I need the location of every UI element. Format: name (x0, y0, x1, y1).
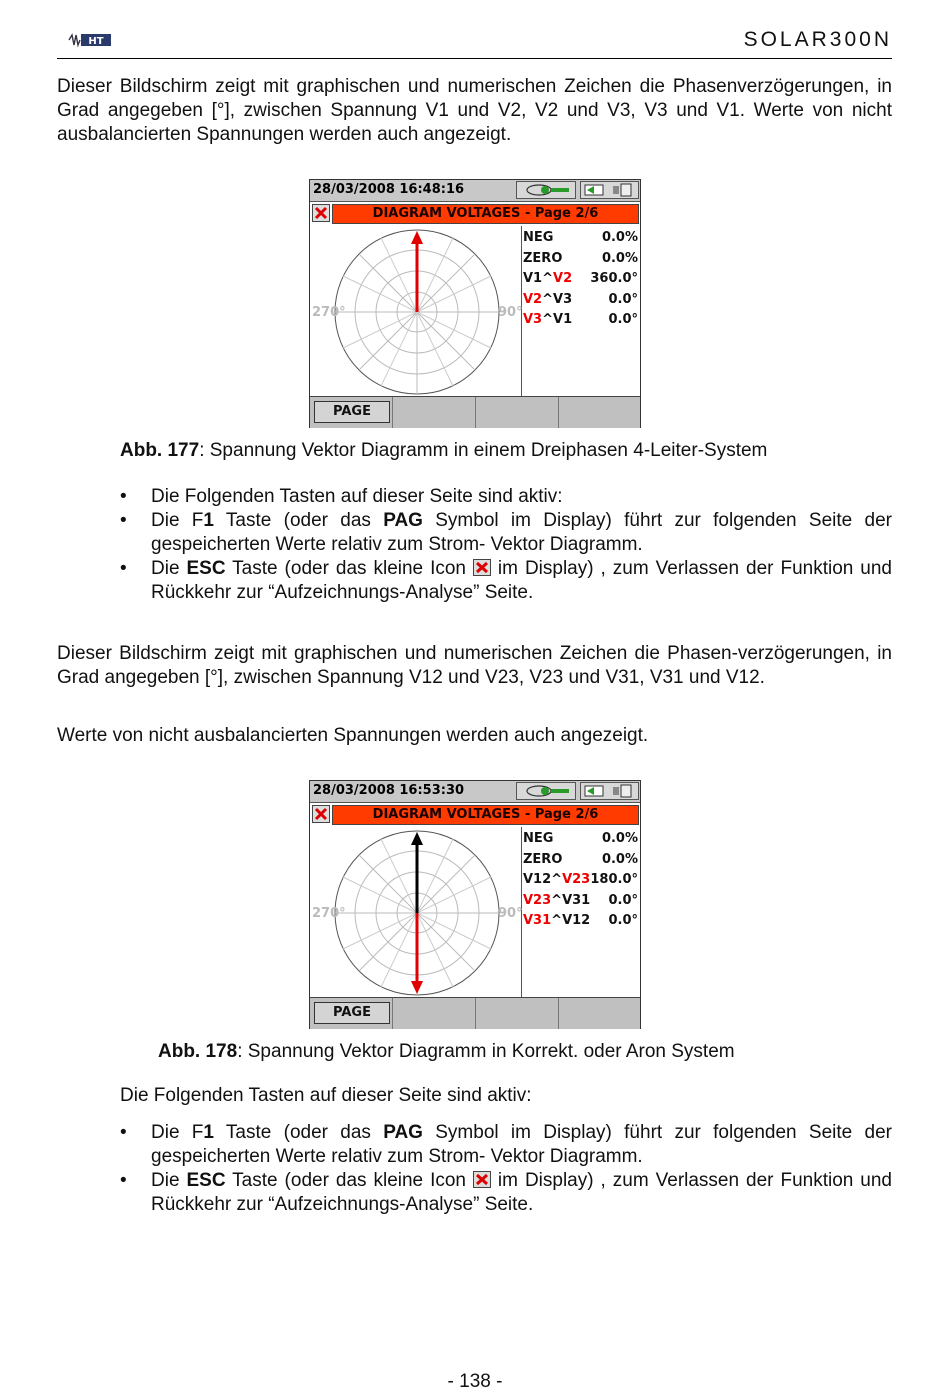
softkey-2[interactable] (393, 397, 476, 428)
value-neg: 0.0% (601, 831, 638, 846)
value-zero: 0.0% (601, 851, 638, 867)
close-icon (473, 559, 491, 576)
model-name: SOLAR300N (743, 28, 892, 51)
value-v31-v12: 0.0° (608, 913, 638, 928)
caret: ^ (551, 872, 563, 887)
value-table (523, 831, 640, 934)
page-number: - 138 - (447, 1371, 503, 1392)
vector-v23-arrowhead (411, 981, 423, 994)
row-v31-v12 (523, 913, 640, 934)
caption-label: Abb. 177 (120, 440, 200, 461)
softkey-4[interactable] (559, 998, 640, 1029)
row-neg (523, 230, 640, 251)
softkey-2[interactable] (393, 998, 476, 1029)
v23: V23 (523, 892, 552, 908)
list-item (120, 509, 892, 557)
datetime: 28/03/2008 16:48:16 (313, 182, 465, 197)
label-90: 90° (498, 906, 523, 921)
page-button[interactable]: PAGE (314, 1002, 390, 1024)
figure-caption-177 (120, 439, 767, 463)
screen-title: DIAGRAM VOLTAGES - Page 2/6 (372, 807, 599, 822)
vector-diagram (310, 827, 522, 997)
battery-icon (580, 782, 639, 800)
caret: ^ (551, 892, 563, 908)
page-button[interactable]: PAGE (314, 401, 390, 423)
bullet-text: Symbol im Display) führt zur folgenden Seite der gespeicherten Werte relativ zum Strom- Vektor Diagramm. (151, 510, 892, 555)
v3: V3 (523, 312, 543, 327)
datetime: 28/03/2008 16:53:30 (313, 783, 465, 798)
label-zero: ZERO (523, 851, 563, 867)
bullet-text: Die Folgenden Tasten auf dieser Seite sind aktiv: (151, 486, 563, 507)
figure-caption-178 (158, 1040, 735, 1064)
label-zero: ZERO (523, 250, 563, 266)
caption-label: Abb. 178 (158, 1041, 238, 1062)
label-90: 90° (498, 305, 523, 320)
value-table (523, 230, 640, 333)
battery-icon (580, 181, 639, 199)
value-v23-v31: 0.0° (608, 892, 638, 908)
softkey-bar (310, 396, 640, 428)
value-zero: 0.0% (601, 250, 638, 266)
key-pag: PAG (383, 1122, 423, 1143)
row-v12-v23 (523, 872, 640, 893)
bullet-text: Die (151, 1170, 187, 1191)
caret: ^ (551, 913, 563, 928)
row-v1-v2 (523, 271, 640, 292)
row-zero (523, 251, 640, 272)
list-item (120, 1169, 892, 1217)
screen-title: DIAGRAM VOLTAGES - Page 2/6 (372, 206, 599, 221)
softkey-1[interactable] (310, 998, 393, 1029)
status-bar (310, 180, 640, 202)
row-zero (523, 852, 640, 873)
bullet-text: Die F (151, 1122, 204, 1143)
row-v2-v3 (523, 292, 640, 313)
screen-title-bar (332, 204, 639, 224)
screen-title-bar (332, 805, 639, 825)
label-neg: NEG (523, 230, 554, 245)
caret: ^ (542, 271, 554, 286)
key-esc: ESC (186, 1170, 226, 1191)
caret: ^ (542, 291, 554, 307)
intro-paragraph-1: Dieser Bildschirm zeigt mit graphischen und numerischen Zeichen die Phasenverzögerungen, in Grad angegeben [°], zwischen Spannung V1 und V2, V2 und V3, V3 und V1. Werte von nicht ausbalancierten Spannungen werden auch angezeigt. (57, 76, 892, 145)
caption-text: : Spannung Vektor Diagramm in Korrekt. oder Aron System (237, 1041, 735, 1062)
bullet-text: Die F (151, 510, 204, 531)
esc-close-icon[interactable] (312, 805, 330, 823)
key-esc: ESC (186, 558, 226, 579)
svg-text:HT: HT (88, 36, 104, 47)
v12: V12 (562, 913, 591, 928)
bullet-text: Taste (oder das (213, 1122, 384, 1143)
v31: V31 (523, 913, 552, 928)
label-neg: NEG (523, 831, 554, 846)
bullet-text: Symbol im Display) führt zur folgenden Seite der gespeicherten Werte relativ zum Strom- Vektor Diagramm. (151, 1122, 892, 1167)
esc-close-icon[interactable] (312, 204, 330, 222)
softkey-1[interactable] (310, 397, 393, 428)
value-v3-v1: 0.0° (608, 312, 638, 327)
value-v12-v23: 180.0° (590, 872, 638, 887)
softkey-bar (310, 997, 640, 1029)
caption-text: : Spannung Vektor Diagramm in einem Dreiphasen 4-Leiter-System (199, 440, 768, 461)
bullet-text: Taste (oder das (213, 510, 384, 531)
caret: ^ (542, 312, 554, 327)
device-screen-178 (309, 780, 641, 1029)
header-divider (57, 58, 892, 59)
value-neg: 0.0% (601, 230, 638, 245)
probe-status-icon (516, 782, 576, 800)
device-screen-177 (309, 179, 641, 428)
intro-paragraph-2: Dieser Bildschirm zeigt mit graphischen und numerischen Zeichen die Phasen-verzögerungen, in Grad angegeben [°], zwischen Spannung V12 und V23, V23 und V31, V31 und V12. (57, 643, 892, 688)
vector-v12-arrowhead (411, 832, 423, 845)
bullet-text: Die (151, 558, 187, 579)
label-270: 270° (312, 305, 346, 320)
bullet-text: im Display) , zum Verlassen der Funktion und Rückkehr zur “Aufzeichnungs-Analyse” Seite. (151, 1170, 892, 1215)
keys-intro: Die Folgenden Tasten auf dieser Seite sind aktiv: (120, 1085, 532, 1106)
v1: V1 (553, 312, 573, 327)
probe-status-icon (516, 181, 576, 199)
list-item (120, 485, 892, 509)
ht-logo (68, 32, 112, 48)
list-item (120, 557, 892, 605)
close-icon (473, 1171, 491, 1188)
status-bar (310, 781, 640, 803)
key-pag: PAG (383, 510, 423, 531)
v12: V12 (523, 872, 552, 887)
softkey-4[interactable] (559, 397, 640, 428)
v3: V3 (553, 291, 573, 307)
vector-diagram (310, 226, 522, 396)
bullet-list-1 (120, 485, 892, 605)
row-v23-v31 (523, 893, 640, 914)
bullet-list-2 (120, 1121, 892, 1217)
bullet-text: im Display) , zum Verlassen der Funktion und Rückkehr zur “Aufzeichnungs-Analyse” Seite. (151, 558, 892, 603)
value-v2-v3: 0.0° (608, 291, 638, 307)
v23: V23 (562, 872, 591, 887)
bullet-text: Taste (oder das kleine Icon (225, 558, 473, 579)
label-270: 270° (312, 906, 346, 921)
v31: V31 (562, 892, 591, 908)
softkey-3[interactable] (476, 998, 559, 1029)
row-neg (523, 831, 640, 852)
softkey-3[interactable] (476, 397, 559, 428)
v2: V2 (553, 271, 573, 286)
list-item (120, 1121, 892, 1169)
intro-paragraph-3: Werte von nicht ausbalancierten Spannungen werden auch angezeigt. (57, 725, 649, 746)
value-v1-v2: 360.0° (590, 271, 638, 286)
vector-v1-arrowhead (411, 231, 423, 244)
key-f1: 1 (203, 1122, 214, 1143)
v2: V2 (523, 291, 543, 307)
v1: V1 (523, 271, 543, 286)
row-v3-v1 (523, 312, 640, 333)
bullet-text: Taste (oder das kleine Icon (225, 1170, 473, 1191)
key-f1: 1 (203, 510, 214, 531)
